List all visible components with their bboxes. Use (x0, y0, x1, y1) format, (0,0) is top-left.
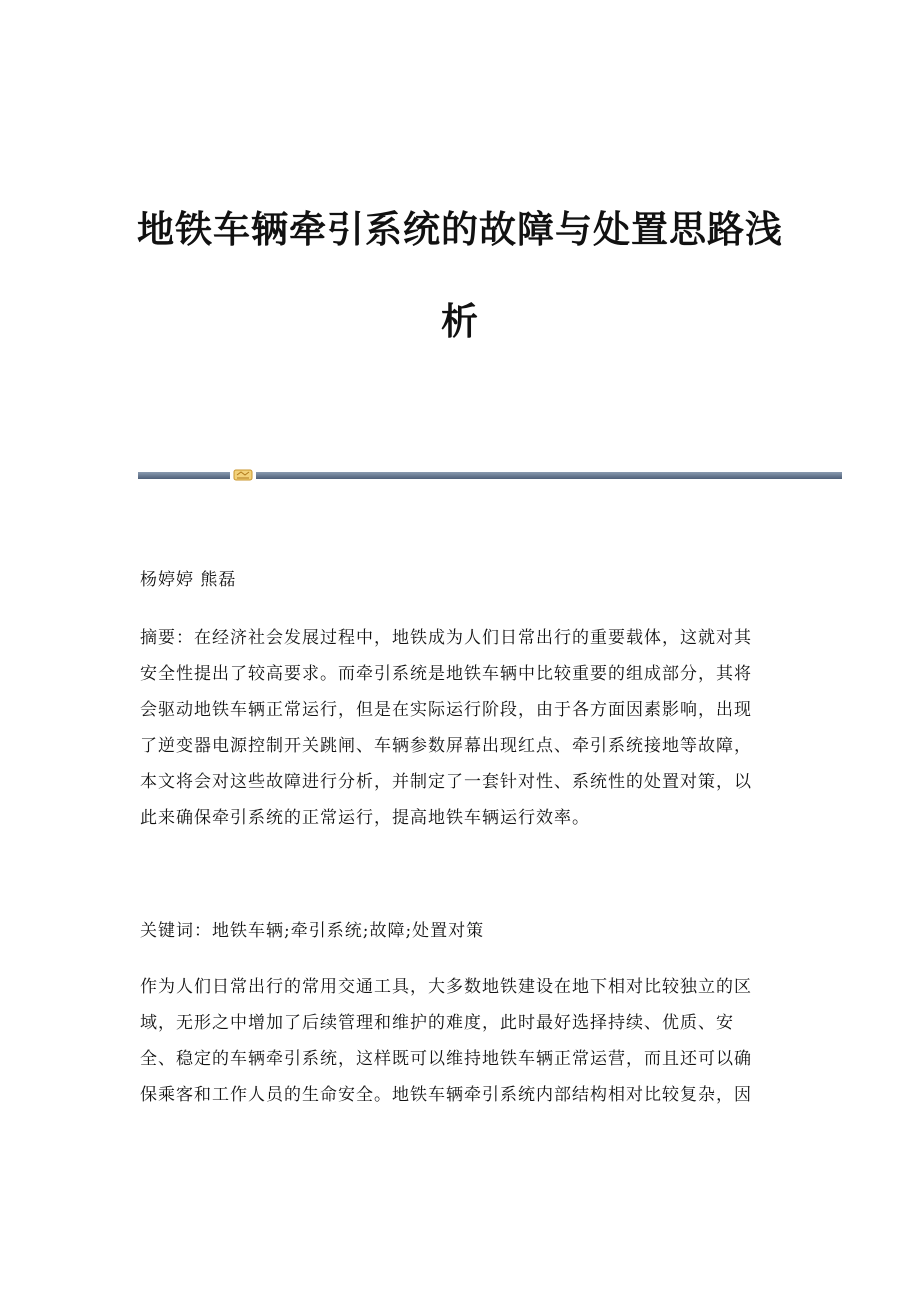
body-line: 域，无形之中增加了后续管理和维护的难度，此时最好选择持续、优质、安 (140, 1013, 734, 1033)
abstract-line: 安全性提出了较高要求。而牵引系统是地铁车辆中比较重要的组成部分，其将 (140, 664, 752, 684)
title-line-1: 地铁车辆牵引系统的故障与处置思路浅 (137, 208, 783, 251)
body-paragraph (140, 969, 780, 1113)
abstract (140, 620, 780, 836)
abstract-line: 了逆变器电源控制开关跳闸、车辆参数屏幕出现红点、牵引系统接地等故障， (140, 736, 752, 756)
authors: 杨婷婷 熊磊 (140, 570, 237, 590)
divider-bar-left (138, 472, 230, 479)
document-title (0, 205, 920, 347)
body-line: 作为人们日常出行的常用交通工具，大多数地铁建设在地下相对比较独立的区 (140, 977, 752, 997)
abstract-line: 此来确保牵引系统的正常运行，提高地铁车辆运行效率。 (140, 808, 590, 828)
title-divider (138, 468, 842, 482)
abstract-line: 会驱动地铁车辆正常运行，但是在实际运行阶段，由于各方面因素影响，出现 (140, 700, 752, 720)
divider-bar-right (256, 472, 842, 479)
body-line: 全、稳定的车辆牵引系统，这样既可以维持地铁车辆正常运营，而且还可以确 (140, 1049, 752, 1069)
abstract-line: 本文将会对这些故障进行分析，并制定了一套针对性、系统性的处置对策，以 (140, 772, 752, 792)
body-line: 保乘客和工作人员的生命安全。地铁车辆牵引系统内部结构相对比较复杂，因 (140, 1085, 752, 1105)
abstract-line: 摘要：在经济社会发展过程中，地铁成为人们日常出行的重要载体，这就对其 (140, 628, 752, 648)
title-line-2: 析 (441, 300, 479, 343)
divider-ornament-icon (233, 468, 253, 482)
keywords: 关键词：地铁车辆;牵引系统;故障;处置对策 (140, 921, 485, 941)
